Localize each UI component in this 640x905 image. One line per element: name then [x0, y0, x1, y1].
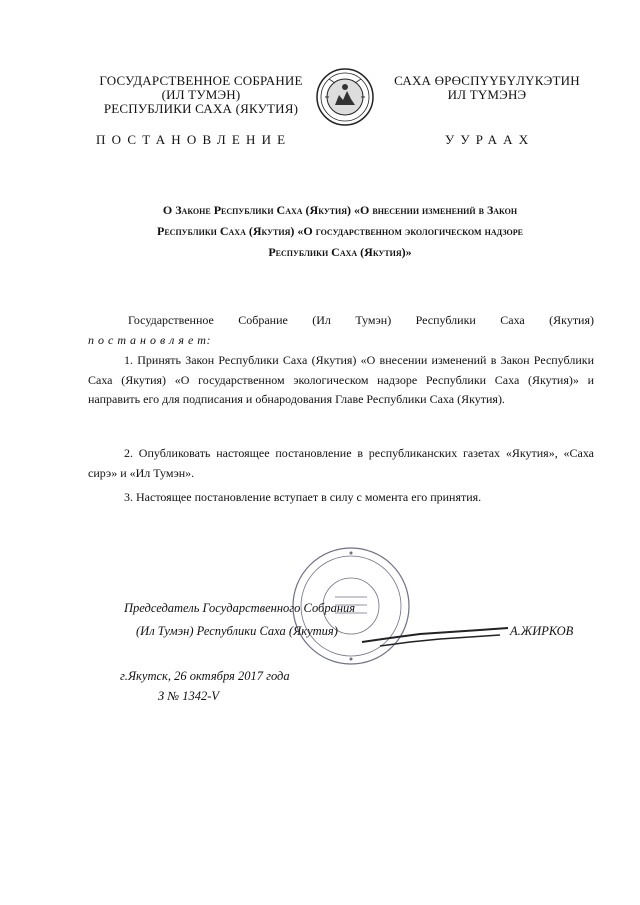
title-line: Республики Саха (Якутия) «О государственном экологическом надзоре [157, 224, 523, 238]
document-title [100, 200, 580, 263]
place-and-date: г.Якутск, 26 октября 2017 года [120, 669, 290, 683]
header-left-block [88, 74, 314, 116]
title-line: Республики Саха (Якутия)» [268, 245, 412, 259]
header-right-line: ИЛ ТҮМЭНЭ [447, 87, 527, 102]
header-right-block [378, 74, 596, 102]
resolution-item-1: 1. Принять Закон Республики Саха (Якутия) «О внесении изменений в Закон Республики Саха (Якутия) «О государственном экологическом надзоре Республики Саха (Якутия)» и направить его для подписания и обнародования Главе Республики Саха (Якутия). [88, 353, 594, 406]
document-type-right: УУРААХ [445, 132, 535, 147]
resolution-item-3: 3. Настоящее постановление вступает в силу с момента его принятия. [124, 490, 482, 504]
header-left-line: ГОСУДАРСТВЕННОЕ СОБРАНИЕ [99, 73, 303, 88]
signatory-name: А.ЖИРКОВ [510, 624, 574, 638]
intro-paragraph: Государственное Собрание (Ил Тумэн) Республики Саха (Якутия) [128, 313, 594, 327]
signatory-position-line-2: (Ил Тумэн) Республики Саха (Якутия) [136, 624, 338, 638]
document-number: З № 1342-V [158, 689, 220, 703]
header-left-line: РЕСПУБЛИКИ САХА (ЯКУТИЯ) [103, 101, 299, 116]
title-line: О Законе Республики Саха (Якутия) «О внесении изменений в Закон [162, 203, 518, 217]
header-right-line: САХА ӨРӨСПҮҮБҮЛҮКЭТИН [394, 73, 580, 88]
resolves-line: п о с т а н о в л я е т: [88, 333, 211, 347]
handwritten-signature [360, 620, 510, 652]
document-type-left: ПОСТАНОВЛЕНИЕ [96, 132, 292, 147]
signatory-position-line-1: Председатель Государственного Собрания [124, 601, 356, 615]
resolution-item-2: 2. Опубликовать настоящее постановление в республиканских газетах «Якутия», «Саха сирэ» и «Ил Тумэн». [88, 446, 594, 480]
header-left-line: (ИЛ ТУМЭН) [161, 87, 241, 102]
coat-of-arms-emblem [315, 67, 375, 127]
